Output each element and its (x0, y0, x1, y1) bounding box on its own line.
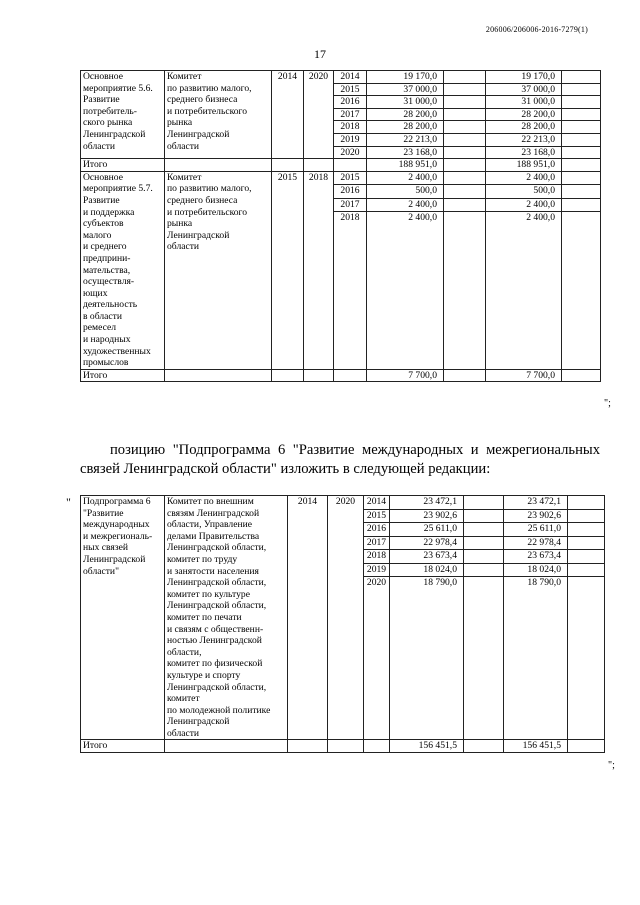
end-year: 2018 (304, 171, 334, 369)
instruction-text: позицию "Подпрограмма 6 "Развитие международных и межрегиональных связей Ленинградской области" изложить в следующей редакции: (80, 442, 600, 477)
activity-name-line: мероприятие 5.7. (83, 183, 153, 195)
instruction-paragraph (80, 441, 600, 478)
row-year: 2017 (334, 198, 367, 212)
blank-cell (304, 159, 334, 172)
row-total: 2 400,0 (367, 198, 444, 212)
row-year: 2018 (364, 550, 390, 564)
program-table-1 (80, 70, 601, 382)
federal-cell (444, 185, 486, 199)
executor-name-line: и занятости населения (167, 565, 259, 577)
executor-name (165, 496, 288, 740)
blank-cell (568, 740, 605, 753)
row-regional: 28 200,0 (486, 121, 562, 134)
row-year: 2015 (364, 509, 390, 523)
row-regional: 22 978,4 (504, 536, 568, 550)
other-cell (568, 536, 605, 550)
row-total: 25 611,0 (390, 523, 464, 537)
blank-cell (165, 740, 288, 753)
other-cell (562, 171, 601, 185)
executor-name-line: по молодежной политике (167, 704, 271, 716)
subprogram-name-line: "Развитие (83, 507, 124, 519)
itogo-regional: 188 951,0 (486, 159, 562, 172)
federal-cell (464, 496, 504, 510)
activity-name (81, 71, 165, 159)
activity-name-line: мероприятие 5.6. (83, 82, 153, 94)
row-year: 2019 (334, 133, 367, 146)
row-regional: 2 400,0 (486, 198, 562, 212)
activity-name-line: промыслов (83, 357, 129, 369)
subprogram-name-line: Подпрограмма 6 (83, 496, 151, 507)
federal-cell (464, 563, 504, 577)
federal-cell (444, 133, 486, 146)
subprogram-name-line: ных связей (83, 542, 129, 554)
other-cell (562, 83, 601, 96)
itogo-total: 7 700,0 (367, 369, 444, 382)
blank-cell (464, 740, 504, 753)
start-year: 2014 (288, 496, 328, 740)
row-regional: 23 472,1 (504, 496, 568, 510)
row-year: 2020 (334, 146, 367, 159)
row-regional: 25 611,0 (504, 523, 568, 537)
blank-cell (334, 369, 367, 382)
executor-name-line: и связям с общественн- (167, 623, 264, 635)
federal-cell (444, 146, 486, 159)
federal-cell (464, 536, 504, 550)
activity-name-line: субъектов (83, 218, 124, 230)
activity-name-line: потребитель- (83, 105, 137, 117)
executor-name-line: среднего бизнеса (167, 94, 238, 106)
executor-name-line: и потребительского (167, 206, 248, 218)
federal-cell (444, 96, 486, 109)
table2-opening-mark: " (66, 495, 71, 509)
subprogram-name-line: международных (83, 519, 150, 531)
blank-cell (288, 740, 328, 753)
executor-name-line: рынка (167, 218, 193, 230)
blank-cell (272, 159, 304, 172)
row-regional: 22 213,0 (486, 133, 562, 146)
activity-name-line: Ленинградской (83, 128, 146, 140)
itogo-label: Итого (81, 740, 165, 753)
other-cell (562, 71, 601, 84)
row-total: 18 790,0 (390, 577, 464, 740)
other-cell (562, 133, 601, 146)
executor-name-line: связям Ленинградской (167, 507, 260, 519)
other-cell (568, 509, 605, 523)
row-regional: 18 024,0 (504, 563, 568, 577)
start-year: 2015 (272, 171, 304, 369)
activity-name-line: и среднего (83, 241, 127, 253)
activity-name-line: предприни- (83, 252, 131, 264)
row-regional: 2 400,0 (486, 171, 562, 185)
executor-name-line: области (167, 727, 200, 739)
row-regional: 31 000,0 (486, 96, 562, 109)
executor-name-line: ностью Ленинградской (167, 635, 262, 647)
row-regional: 18 790,0 (504, 577, 568, 740)
executor-name-line: Комитет (167, 71, 202, 82)
blank-cell (165, 159, 272, 172)
row-year: 2017 (364, 536, 390, 550)
itogo-regional: 7 700,0 (486, 369, 562, 382)
blank-cell (562, 159, 601, 172)
table-row (81, 71, 601, 84)
other-cell (562, 121, 601, 134)
activity-name-line: малого (83, 229, 112, 241)
other-cell (562, 146, 601, 159)
itogo-row (81, 369, 601, 382)
row-regional: 2 400,0 (486, 212, 562, 369)
executor-name-line: области, (167, 646, 202, 658)
activity-name-line: ющих (83, 287, 108, 299)
federal-cell (444, 212, 486, 369)
executor-name-line: комитет по физической (167, 658, 263, 670)
executor-name-line: Ленинградской области, (167, 542, 267, 554)
itogo-row (81, 159, 601, 172)
other-cell (562, 108, 601, 121)
activity-name-line: Развитие (83, 94, 120, 106)
row-total: 2 400,0 (367, 212, 444, 369)
other-cell (568, 523, 605, 537)
itogo-regional: 156 451,5 (504, 740, 568, 753)
row-year: 2016 (334, 96, 367, 109)
itogo-total: 156 451,5 (390, 740, 464, 753)
federal-cell (444, 121, 486, 134)
other-cell (562, 198, 601, 212)
blank-cell (444, 369, 486, 382)
activity-name-line: и народных (83, 334, 131, 346)
executor-name-line: рынка (167, 117, 193, 129)
start-year: 2014 (272, 71, 304, 159)
row-year: 2018 (334, 212, 367, 369)
executor-name-line: области (167, 241, 200, 253)
executor-name-line: Ленинградской области, (167, 600, 267, 612)
executor-name-line: Ленинградской (167, 716, 230, 728)
federal-cell (444, 83, 486, 96)
itogo-label: Итого (81, 369, 165, 382)
activity-name-line: ремесел (83, 322, 117, 334)
executor-name-line: Комитет по внешним (167, 496, 254, 507)
federal-cell (464, 523, 504, 537)
federal-cell (464, 577, 504, 740)
activity-name-line: мательства, (83, 264, 131, 276)
row-total: 23 673,4 (390, 550, 464, 564)
other-cell (562, 212, 601, 369)
executor-name-line: области, Управление (167, 519, 252, 531)
row-year: 2016 (364, 523, 390, 537)
end-year: 2020 (304, 71, 334, 159)
activity-name (81, 171, 165, 369)
executor-name-line: и потребительского (167, 105, 248, 117)
executor-name-line: комитет по труду (167, 553, 238, 565)
activity-name-line: в области (83, 310, 122, 322)
executor-name (165, 171, 272, 369)
row-total: 28 200,0 (367, 108, 444, 121)
executor-name-line: культуре и спорту (167, 669, 241, 681)
federal-cell (444, 198, 486, 212)
end-year: 2020 (328, 496, 364, 740)
row-total: 22 978,4 (390, 536, 464, 550)
activity-name-line: осуществля- (83, 276, 135, 288)
federal-cell (464, 509, 504, 523)
row-year: 2015 (334, 83, 367, 96)
blank-cell (165, 369, 272, 382)
row-regional: 23 673,4 (504, 550, 568, 564)
row-total: 500,0 (367, 185, 444, 199)
other-cell (562, 96, 601, 109)
executor-name-line: Комитет (167, 171, 202, 183)
row-regional: 500,0 (486, 185, 562, 199)
activity-name-line: области (83, 140, 116, 152)
executor-name-line: по развитию малого, (167, 183, 252, 195)
table-row (81, 171, 601, 185)
executor-name-line: комитет по печати (167, 611, 242, 623)
row-total: 2 400,0 (367, 171, 444, 185)
activity-name-line: деятельность (83, 299, 138, 311)
row-regional: 19 170,0 (486, 71, 562, 84)
federal-cell (444, 171, 486, 185)
row-regional: 28 200,0 (486, 108, 562, 121)
row-year: 2017 (334, 108, 367, 121)
row-year: 2020 (364, 577, 390, 740)
subprogram-name-line: Ленинградской (83, 553, 146, 565)
row-regional: 37 000,0 (486, 83, 562, 96)
executor-name-line: комитет по культуре (167, 588, 250, 600)
other-cell (568, 577, 605, 740)
blank-cell (272, 369, 304, 382)
activity-name-line: Развитие (83, 194, 120, 206)
activity-name-line: и поддержка (83, 206, 135, 218)
row-total: 22 213,0 (367, 133, 444, 146)
row-year: 2016 (334, 185, 367, 199)
activity-name-line: ского рынка (83, 117, 133, 129)
executor-name-line: Ленинградской области, (167, 577, 267, 589)
other-cell (568, 550, 605, 564)
blank-cell (328, 740, 364, 753)
blank-cell (562, 369, 601, 382)
activity-name-line: Основное (83, 171, 123, 183)
row-total: 23 472,1 (390, 496, 464, 510)
other-cell (562, 185, 601, 199)
row-total: 23 902,6 (390, 509, 464, 523)
executor-name-line: делами Правительства (167, 530, 260, 542)
table-row (81, 496, 605, 510)
executor-name (165, 71, 272, 159)
table1-closing-mark: "; (604, 398, 611, 409)
row-total: 37 000,0 (367, 83, 444, 96)
executor-name-line: Ленинградской (167, 229, 230, 241)
row-total: 23 168,0 (367, 146, 444, 159)
row-year: 2015 (334, 171, 367, 185)
program-table-2 (80, 495, 605, 753)
subprogram-name (81, 496, 165, 740)
executor-name-line: Ленинградской (167, 128, 230, 140)
executor-name-line: Ленинградской области, (167, 681, 267, 693)
activity-name-line: художественных (83, 345, 151, 357)
activity-name-line: Основное (83, 71, 123, 82)
row-year: 2014 (364, 496, 390, 510)
row-regional: 23 168,0 (486, 146, 562, 159)
itogo-row (81, 740, 605, 753)
executor-name-line: среднего бизнеса (167, 194, 238, 206)
executor-name-line: комитет (167, 693, 200, 705)
table2-closing-mark: "; (608, 760, 615, 771)
executor-name-line: области (167, 140, 200, 152)
other-cell (568, 563, 605, 577)
row-regional: 23 902,6 (504, 509, 568, 523)
row-year: 2019 (364, 563, 390, 577)
row-total: 31 000,0 (367, 96, 444, 109)
blank-cell (364, 740, 390, 753)
itogo-total: 188 951,0 (367, 159, 444, 172)
federal-cell (464, 550, 504, 564)
blank-cell (444, 159, 486, 172)
page-number: 17 (314, 47, 326, 61)
other-cell (568, 496, 605, 510)
federal-cell (444, 108, 486, 121)
blank-cell (304, 369, 334, 382)
blank-cell (334, 159, 367, 172)
row-total: 18 024,0 (390, 563, 464, 577)
subprogram-name-line: области" (83, 565, 119, 577)
row-year: 2014 (334, 71, 367, 84)
row-total: 28 200,0 (367, 121, 444, 134)
federal-cell (444, 71, 486, 84)
row-year: 2018 (334, 121, 367, 134)
itogo-label: Итого (81, 159, 165, 172)
subprogram-name-line: и межрегиональ- (83, 530, 153, 542)
executor-name-line: по развитию малого, (167, 82, 252, 94)
document-id: 206006/206006-2016-7279(1) (485, 25, 588, 34)
row-total: 19 170,0 (367, 71, 444, 84)
